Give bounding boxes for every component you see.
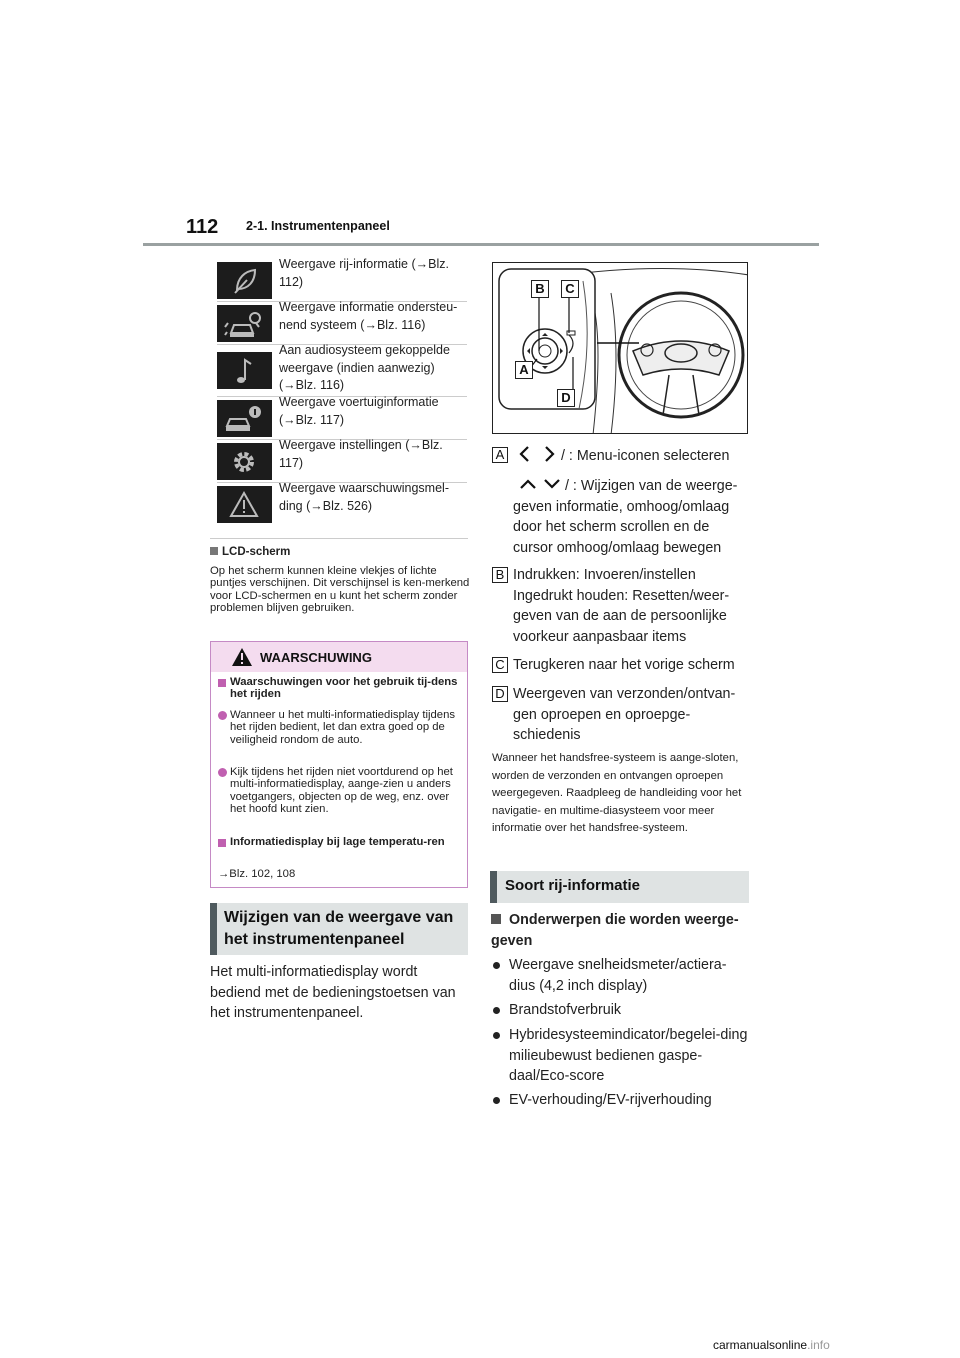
warning-triangle-icon [217, 486, 272, 523]
warning-reference: →Blz. 102, 108 [218, 868, 296, 880]
bullet-icon [493, 1032, 500, 1039]
section-paragraph: Het multi-informatiedisplay wordt bediend met de bedieningstoetsen van het instrumentenpaneel. [210, 964, 456, 1022]
gear-icon [217, 443, 272, 480]
list-item: EV-verhouding/EV-rijverhouding [491, 1090, 751, 1111]
chevron-down-icon [543, 478, 561, 490]
bullet-icon [218, 711, 227, 720]
warning-subheading: Waarschuwingen voor het gebruik tij-dens het rijden [218, 676, 462, 701]
lcd-heading: LCD-scherm [210, 546, 290, 558]
legend-a-line2: / : Wijzigen van de weerge-geven informatie, omhoog/omlaag door het scherm scrollen en de cursor omhoog/omlaag bewegen [513, 478, 738, 556]
music-note-icon [217, 352, 272, 389]
list-item: Brandstofverbruik [491, 1000, 751, 1021]
warning-header [211, 642, 467, 672]
warning-triangle-icon [231, 647, 253, 667]
bullet-icon [493, 1007, 500, 1014]
list-item: Weergave snelheidsmeter/actiera-dius (4,2 inch display) [491, 955, 751, 996]
bullet-icon [218, 768, 227, 777]
square-bullet-icon [218, 839, 226, 847]
vehicle-info-icon [217, 400, 272, 437]
legend-a-line1: / : Menu-iconen selecteren [513, 445, 749, 467]
diagram-label-b: B [531, 280, 549, 298]
subheading-items: Onderwerpen die worden weerge-geven [491, 912, 739, 949]
leaf-icon [217, 262, 272, 299]
divider [210, 538, 468, 539]
section-heading-drive-info: Soort rij-informatie [490, 871, 749, 903]
diagram-label-a: A [515, 361, 533, 379]
warning-item: Wanneer u het multi-informatiedisplay tijdens het rijden bedient, let dan extra goed op de veiligheid rondom de auto. [218, 709, 462, 746]
diagram-label-d: D [557, 389, 575, 407]
square-bullet-icon [210, 547, 218, 555]
legend-tag-a: A [492, 447, 508, 463]
icon-row-text: Weergave informatie ondersteu-nend systeem (→Blz. 116) [279, 300, 458, 332]
handsfree-note: Wanneer het handsfree-systeem is aange-sloten, worden de verzonden en ontvangen oproepen weergegeven. Raadpleeg de handleiding voor het navigatie- en multime-diasysteem voor meer informatie over het handsfree-systeem. [492, 752, 742, 834]
warning-item: Kijk tijdens het rijden niet voortdurend op het multi-informatiedisplay, aange-zien u anders voetgangers, objecten op de weg, enz. over het hoofd kunt zien. [218, 766, 462, 816]
list-item: Hybridesysteemindicator/begelei-ding milieubewust bedienen gaspe-daal/Eco-score [491, 1025, 751, 1087]
square-bullet-icon [218, 679, 226, 687]
warning-box [210, 641, 468, 888]
steering-wheel-diagram [492, 262, 748, 434]
lcd-body: Op het scherm kunnen kleine vlekjes of lichte puntjes verschijnen. Dit verschijnsel is ken-merkend voor LCD-schermen en u kunt het scherm zonder problemen blijven gebruiken. [210, 565, 470, 615]
warning-subheading: Informatiedisplay bij lage temperatu-ren [218, 836, 462, 848]
legend-d-text: Weergeven van verzonden/ontvan-gen oproepen en oproepge-schiedenis [513, 686, 736, 743]
icon-row-text: Weergave voertuiginformatie (→Blz. 117) [279, 395, 439, 427]
bullet-icon [493, 962, 500, 969]
diagram-label-c: C [561, 280, 579, 298]
legend-b-text: Indrukken: Invoeren/instellen Ingedrukt houden: Resetten/weer-geven van de aan de persoonlijke voorkeur aanpasbaar items [513, 567, 730, 645]
square-bullet-icon [491, 914, 501, 924]
driver-assist-icon [217, 305, 272, 342]
page-number: 112 [186, 216, 219, 238]
icon-row-text: Aan audiosysteem gekoppelde weergave (indien aanwezig) (→Blz. 116) [279, 343, 450, 392]
legend-tag-c: C [492, 657, 508, 673]
bullet-icon [493, 1097, 500, 1104]
chevron-right-icon [543, 445, 557, 463]
icon-row-text: Weergave instellingen (→Blz. 117) [279, 438, 443, 470]
section-title: 2-1. Instrumentenpaneel [246, 219, 390, 233]
legend-tag-d: D [492, 686, 508, 702]
legend-c-text: Terugkeren naar het vorige scherm [513, 657, 735, 673]
legend-tag-b: B [492, 567, 508, 583]
header-rule [143, 243, 819, 246]
warning-title: WAARSCHUWING [260, 650, 372, 665]
chevron-left-icon [517, 445, 531, 463]
icon-row-text: Weergave rij-informatie (→Blz. 112) [279, 257, 449, 289]
icon-row-text: Weergave waarschuwingsmel-ding (→Blz. 526) [279, 481, 449, 513]
chevron-up-icon [519, 478, 537, 490]
section-heading-instrument-display: Wijzigen van de weergave van het instrumentenpaneel [210, 903, 468, 955]
watermark: carmanualsonline.info [713, 1338, 830, 1352]
